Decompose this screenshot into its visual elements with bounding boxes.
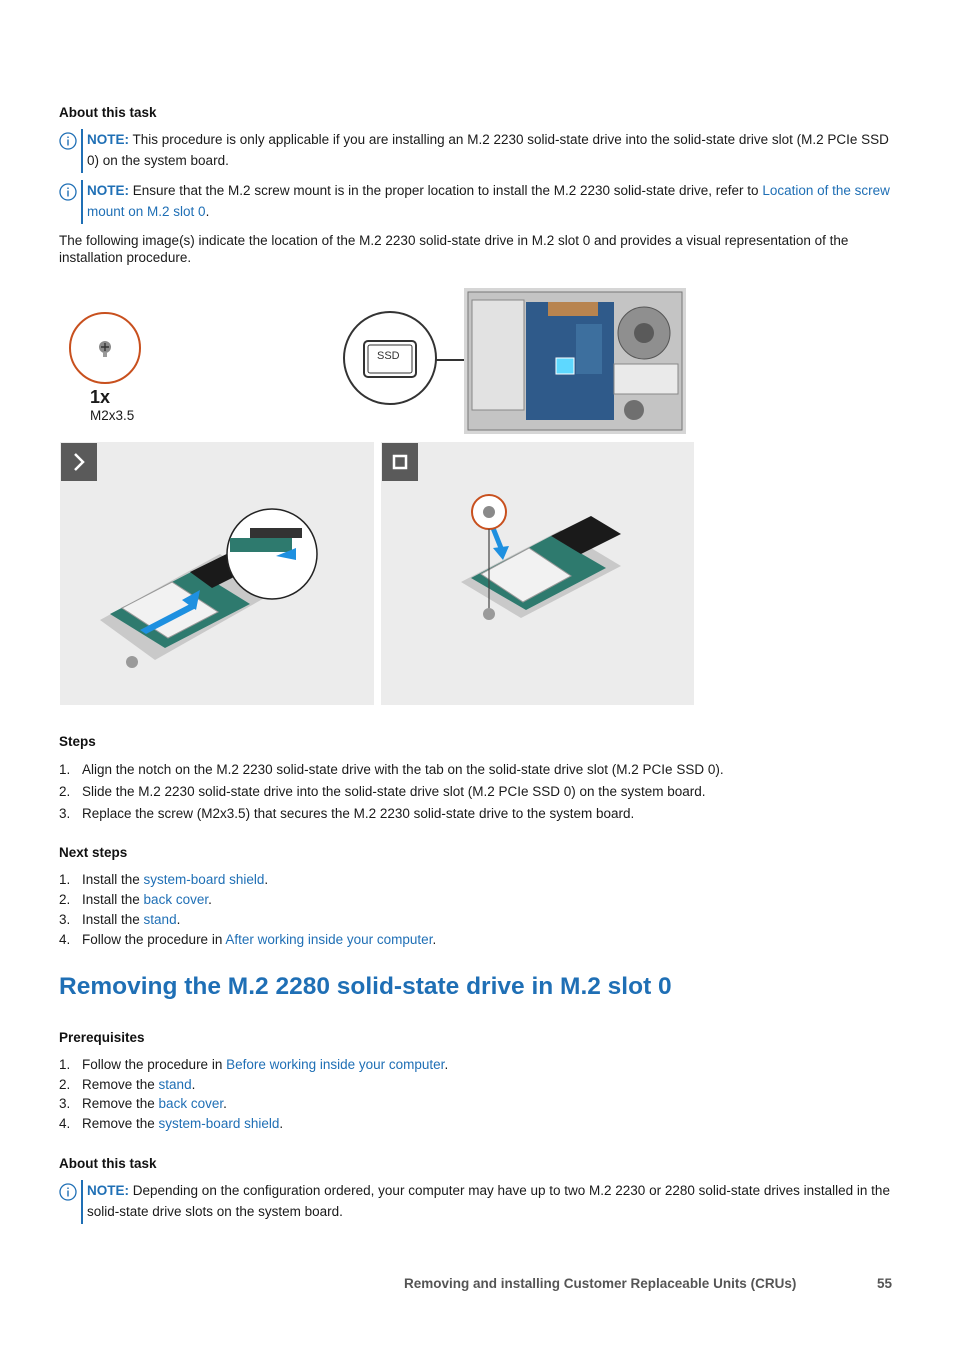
list-item: 1. Install the system-board shield.	[59, 872, 269, 887]
link-screw-mount-location[interactable]: Location of the screw mount on M.2 slot 0	[87, 183, 890, 219]
info-icon	[59, 183, 77, 201]
note-configuration	[59, 1180, 899, 1224]
link-after-working-inside[interactable]: After working inside your computer	[225, 932, 433, 947]
steps-heading: Steps	[59, 734, 96, 749]
stop-tag	[382, 443, 418, 481]
next-tag	[61, 443, 97, 481]
note-screw-mount	[59, 180, 899, 224]
chevron-right-icon	[61, 443, 97, 481]
next-steps-heading: Next steps	[59, 845, 128, 860]
next-steps-list	[59, 870, 436, 950]
link-back-cover[interactable]: back cover	[143, 892, 209, 907]
system-board-image	[464, 288, 686, 434]
link-system-board-shield[interactable]: system-board shield	[158, 1116, 280, 1132]
about-task-heading: About this task	[59, 105, 157, 120]
note-bar	[81, 180, 83, 224]
list-item: 2. Slide the M.2 2230 solid-state drive into the solid-state drive slot (M.2 PCIe SSD 0) on the system board.	[59, 784, 706, 799]
note-bar	[81, 129, 83, 173]
screw-size-label: M2x3.5	[90, 408, 135, 423]
list-item: 3. Replace the screw (M2x3.5) that secures the M.2 2230 solid-state drive to the system board.	[59, 806, 635, 821]
screw-callout-icon	[68, 311, 142, 385]
note-text: NOTE: Depending on the configuration ordered, your computer may have up to two M.2 2230 or 2280 solid-state drives installed in the solid-state drive slots on the system board.	[87, 1183, 890, 1219]
page-number: 55	[877, 1276, 893, 1291]
square-stop-icon	[382, 443, 418, 481]
section-title: Removing the M.2 2280 solid-state drive in M.2 slot 0	[59, 973, 672, 1000]
list-item: 2. Install the back cover.	[59, 892, 212, 907]
note-text: NOTE: Ensure that the M.2 screw mount is in the proper location to install the M.2 2230 solid-state drive, refer to Location of the screw mount on M.2 slot 0.	[87, 183, 890, 219]
slide-ssd-illustration	[100, 472, 370, 672]
note-applicability	[59, 129, 899, 173]
step-panel-screw	[381, 442, 694, 705]
link-system-board-shield[interactable]: system-board shield	[143, 872, 265, 887]
list-item: 4. Remove the system-board shield.	[59, 1116, 284, 1132]
link-stand[interactable]: stand	[158, 1076, 192, 1092]
list-item: 2. Remove the stand.	[59, 1076, 196, 1092]
list-item: 4. Follow the procedure in After working inside your computer.	[59, 932, 437, 947]
installation-figure	[60, 285, 694, 705]
ssd-label: SSD	[377, 350, 400, 362]
steps-list	[59, 759, 724, 825]
prerequisites-heading: Prerequisites	[59, 1030, 145, 1045]
list-item: 1. Align the notch on the M.2 2230 solid-state drive with the tab on the solid-state drive slot (M.2 PCIe SSD 0).	[59, 762, 724, 777]
link-before-working-inside[interactable]: Before working inside your computer	[226, 1057, 445, 1072]
about-task-heading-2: About this task	[59, 1156, 157, 1171]
note-bar	[81, 1180, 83, 1224]
note-text: NOTE: This procedure is only applicable if you are installing an M.2 2230 solid-state drive into the solid-state drive slot (M.2 PCIe SSD 0) on the system board.	[87, 132, 889, 168]
list-item: 3. Install the stand.	[59, 912, 181, 927]
link-stand[interactable]: stand	[143, 912, 177, 927]
link-back-cover[interactable]: back cover	[158, 1096, 224, 1112]
prerequisites-list	[59, 1055, 448, 1134]
intro-paragraph: The following image(s) indicate the location of the M.2 2230 solid-state drive in M.2 slot 0 and provides a visual representation of the installation procedure.	[59, 233, 849, 265]
info-icon	[59, 1183, 77, 1201]
footer-chapter: Removing and installing Customer Replaceable Units (CRUs)	[404, 1276, 797, 1291]
list-item: 3. Remove the back cover.	[59, 1096, 227, 1112]
list-item: 1. Follow the procedure in Before working inside your computer.	[59, 1057, 449, 1072]
info-icon	[59, 132, 77, 150]
step-panel-slide	[60, 442, 374, 705]
screw-count: 1x	[90, 387, 111, 407]
screw-ssd-illustration	[441, 492, 681, 652]
